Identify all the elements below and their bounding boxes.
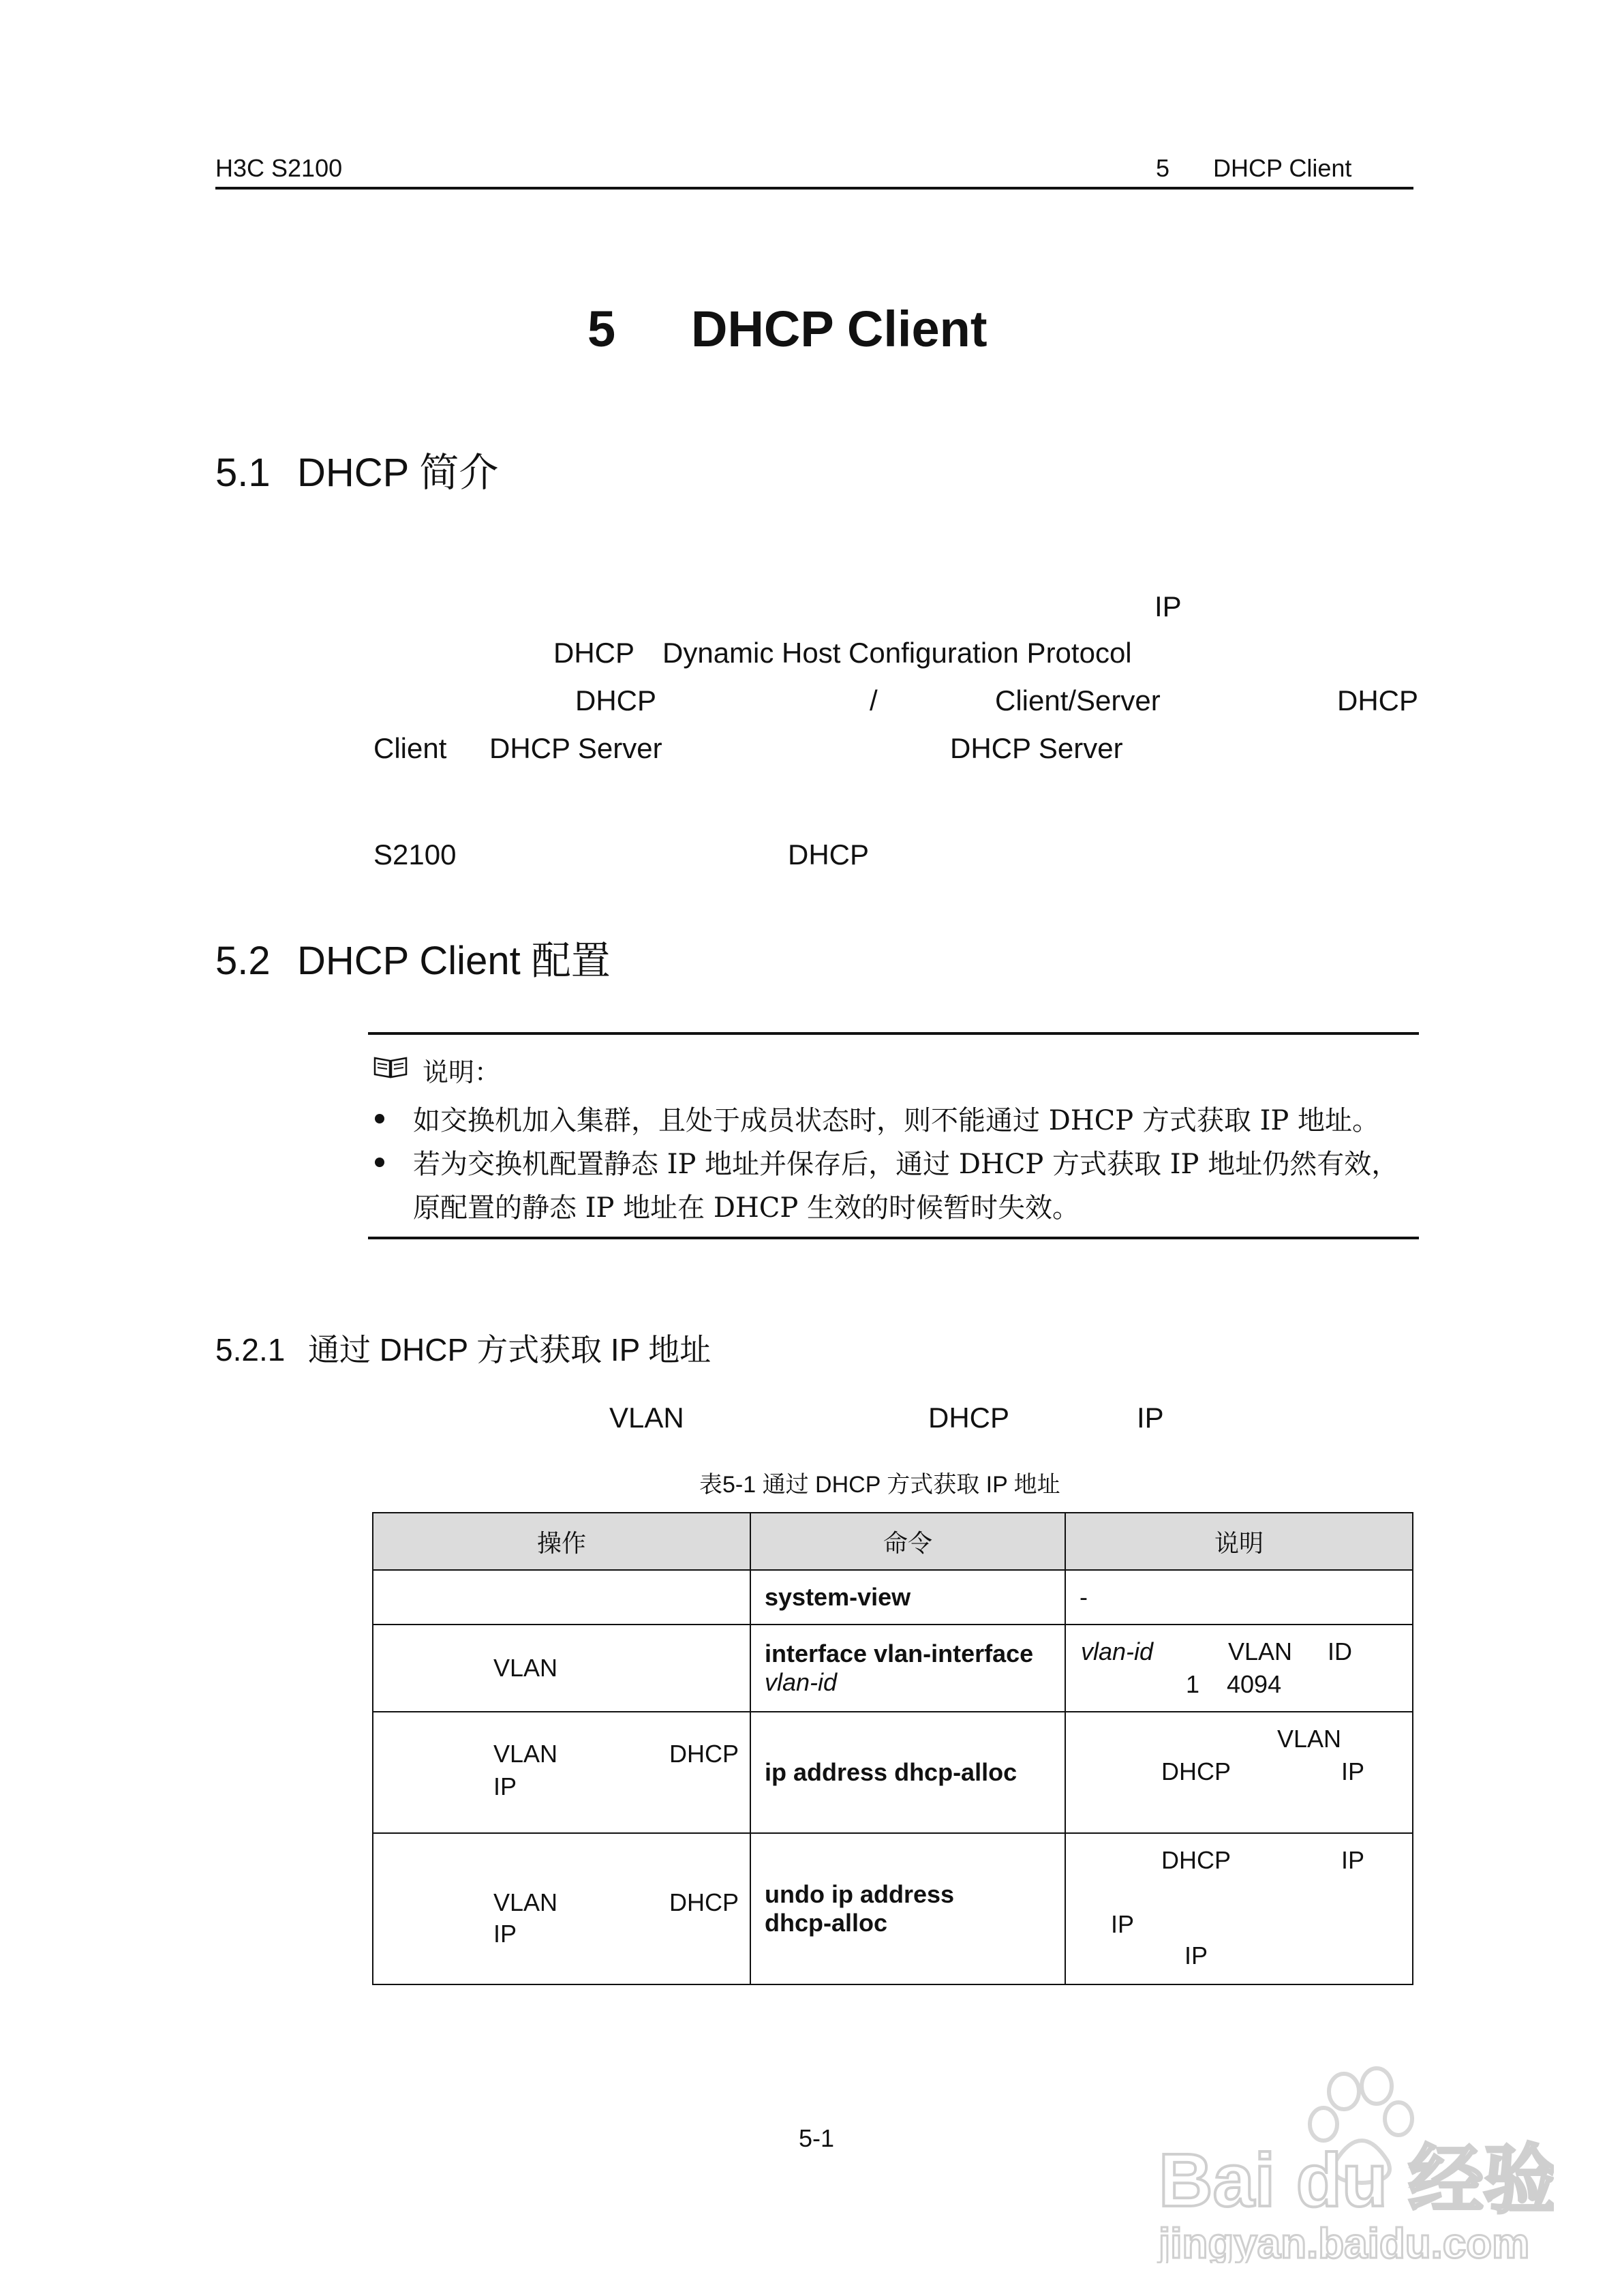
op-text: IP [493, 1920, 517, 1948]
header-chapter-number: 5 [1156, 154, 1170, 182]
intro-t3: IP [1137, 1402, 1164, 1434]
op-text: IP [493, 1772, 517, 1800]
desc-text: DHCP [1161, 1757, 1231, 1785]
table-row [373, 1833, 1413, 1984]
section-title: DHCP Client 配置 [297, 939, 611, 983]
cmd-cell [750, 1625, 1065, 1712]
intro-t1: VLAN [609, 1402, 684, 1434]
desc-cell [1065, 1570, 1413, 1625]
para1-l3-t4: DHCP [1337, 684, 1419, 716]
bullet-dot [375, 1158, 384, 1167]
note-bottom-rule [368, 1237, 1419, 1239]
command-text: ip address dhcp-alloc [765, 1758, 1017, 1786]
op-cell [373, 1833, 750, 1984]
col-header-command: 命令 [750, 1513, 1065, 1570]
cmd-cell [750, 1570, 1065, 1625]
para1-l4-t3: DHCP Server [950, 732, 1123, 764]
subsection-number: 5.2.1 [215, 1332, 286, 1368]
desc-text: 4094 [1227, 1670, 1282, 1698]
desc-cell [1065, 1625, 1413, 1712]
desc-text: IP [1111, 1910, 1135, 1938]
note-top-rule [368, 1032, 1419, 1035]
header-chapter [1156, 154, 1351, 183]
command-text: system-view [765, 1583, 911, 1611]
para1-l2-t1: DHCP [553, 637, 635, 669]
section-number: 5.2 [215, 939, 271, 983]
table-caption: 表5-1 通过 DHCP 方式获取 IP 地址 [699, 1472, 1060, 1498]
command-text: undo ip address [765, 1880, 955, 1908]
op-text: VLAN [493, 1654, 558, 1682]
desc-text: IP [1341, 1846, 1365, 1874]
op-text: DHCP [669, 1888, 739, 1916]
table-header-row [373, 1513, 1413, 1570]
desc-cell [1065, 1833, 1413, 1984]
note-heading-text: 说明： [423, 1059, 501, 1087]
note-item-2-cont: 原配置的静态 IP 地址在 DHCP 生效的时候暂时失效。 [413, 1192, 1080, 1224]
para1-l4-t1: Client [373, 732, 447, 764]
watermark-url: jingyan.baidu.com [1159, 2220, 1530, 2263]
watermark-brand: Bai du 经验 [1159, 2139, 1554, 2222]
note-item-2: 若为交换机配置静态 IP 地址并保存后，通过 DHCP 方式获取 IP 地址仍然有效， [413, 1149, 1399, 1180]
desc-cell [1065, 1712, 1413, 1833]
table-row [373, 1570, 1413, 1625]
command-text: interface vlan-interface [765, 1640, 1034, 1667]
intro-t2: DHCP [928, 1402, 1010, 1434]
header-chapter-title: DHCP Client [1213, 154, 1352, 182]
header-rule [215, 187, 1413, 190]
table-row [373, 1712, 1413, 1833]
para2-t1: S2100 [373, 839, 457, 871]
para1-l3-t1: DHCP [575, 684, 657, 716]
header-doc-title: H3C S2100 [215, 154, 343, 182]
desc-text: - [1080, 1583, 1088, 1611]
chapter-title: DHCP Client [691, 301, 988, 357]
desc-text: VLAN [1228, 1637, 1293, 1665]
section-number: 5.1 [215, 451, 271, 495]
baidu-jingyan-watermark [1145, 2059, 1554, 2263]
subsection-title: 通过 DHCP 方式获取 IP 地址 [308, 1332, 711, 1368]
book-icon [373, 1055, 408, 1085]
para1-l3-t2: / [870, 684, 878, 716]
page-number: 5-1 [799, 2124, 835, 2152]
op-text: DHCP [669, 1740, 739, 1768]
para2-t2: DHCP [788, 839, 870, 871]
desc-text: 1 [1186, 1670, 1200, 1698]
command-param: vlan-id [765, 1668, 838, 1696]
command-table [372, 1512, 1413, 1985]
col-header-description: 说明 [1065, 1513, 1413, 1570]
desc-text: IP [1341, 1757, 1365, 1785]
col-header-operation: 操作 [373, 1513, 750, 1570]
op-text: VLAN [493, 1888, 558, 1916]
note-heading [373, 1051, 500, 1089]
desc-text: DHCP [1161, 1846, 1231, 1874]
subsection-heading-5-2-1 [215, 1325, 711, 1370]
chapter-number: 5 [587, 301, 616, 357]
cmd-cell [750, 1712, 1065, 1833]
op-cell [373, 1712, 750, 1833]
note-item-1: 如交换机加入集群，且处于成员状态时，则不能通过 DHCP 方式获取 IP 地址。 [413, 1105, 1380, 1136]
desc-param: vlan-id [1081, 1637, 1154, 1665]
op-cell [373, 1625, 750, 1712]
bullet-dot [375, 1114, 384, 1123]
section-heading-5-1 [215, 440, 498, 498]
desc-text: IP [1184, 1942, 1208, 1969]
desc-text: VLAN [1277, 1725, 1342, 1753]
para1-l1-t1: IP [1154, 590, 1182, 622]
para1-l2-t2: Dynamic Host Configuration Protocol [662, 637, 1132, 669]
para1-l4-t2: DHCP Server [489, 732, 662, 764]
para1-l3-t3: Client/Server [995, 684, 1161, 716]
command-text: dhcp-alloc [765, 1909, 888, 1937]
op-text: VLAN [493, 1740, 558, 1768]
section-heading-5-2 [215, 928, 611, 986]
table-row [373, 1625, 1413, 1712]
section-title: DHCP 简介 [297, 451, 499, 495]
cmd-cell [750, 1833, 1065, 1984]
op-cell [373, 1570, 750, 1625]
desc-text: ID [1328, 1637, 1352, 1665]
